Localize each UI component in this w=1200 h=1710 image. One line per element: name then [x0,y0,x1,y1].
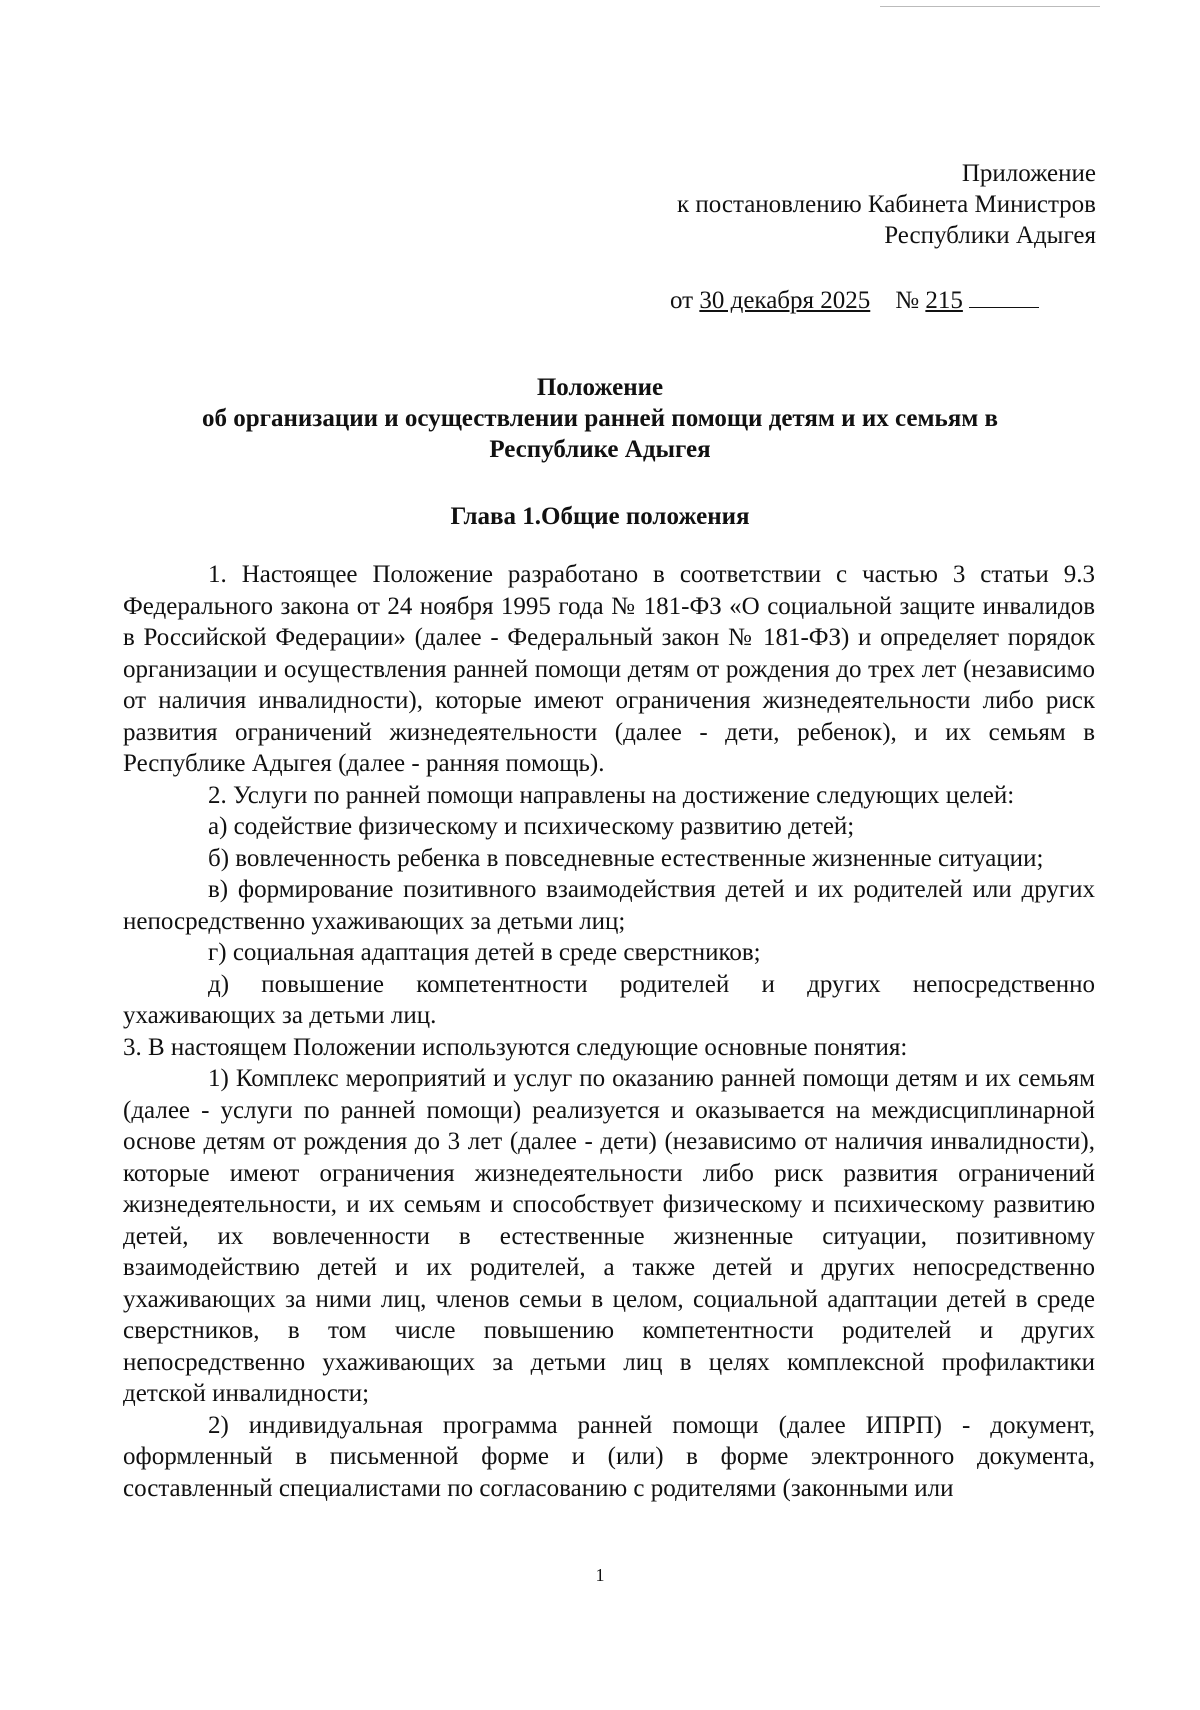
paragraph: 3. В настоящем Положении используются следующие основные понятия: [123,1033,908,1061]
number-prefix: № [895,287,920,314]
paragraph: 1) Комплекс мероприятий и услуг по оказанию ранней помощи детям и их семьям (далее - услуги по ранней помощи) реализуется и оказывается на междисциплинарной основе детям от рождения до 3 лет (далее - дети) (независимо от наличия инвалидности), которые имеют ограничения жизнедеятельности либо риск развития ограничений жизнедеятельности, и их семьям и способствует физическому и психическому развитию детей, их вовлеченности в естественные жизненные ситуации, позитивному взаимодействию детей и их родителей, а также детей и других непосредственно ухаживающих за ними лиц, членов семьи в целом, социальной адаптации детей в среде сверстников, в том числе повышению компетентности родителей и других непосредственно ухаживающих за детьми лиц в целях комплексной профилактики детской инвалидности; [123,1065,1095,1407]
number-underline [969,305,1039,308]
paragraph: 2) индивидуальная программа ранней помощи (далее ИПРП) - документ, оформленный в письменной форме и (или) в форме электронного документа, составленный специалистами по согласованию с родителями (законными или [123,1411,1095,1502]
title-line: об организации и осуществлении ранней помощи детям и их семьям в [201,405,999,432]
appendix-line: к постановлению Кабинета Министров [676,191,1096,218]
paragraph: д) повышение компетентности родителей и других непосредственно ухаживающих за детьми лиц. [123,970,1095,1029]
paragraph: 1. Настоящее Положение разработано в соответствии с частью 3 статьи 9.3 Федерального закона от 24 ноября 1995 года № 181-ФЗ «О социальной защите инвалидов в Российской Федерации» (далее - Федеральный закон № 181-ФЗ) и определяет порядок организации и осуществления ранней помощи детям от рождения до трех лет (независимо от наличия инвалидности), которые имеют ограничения жизнедеятельности либо риск развития ограничений жизнедеятельности (далее - дети, ребенок), и их семьям в Республике Адыгея (далее - ранняя помощь). [123,561,1095,777]
title-line: Республике Адыгея [489,436,711,463]
paragraph: г) социальная адаптация детей в среде сверстников; [208,939,761,966]
paragraph: в) формирование позитивного взаимодействия детей и их родителей или других непосредственно ухаживающих за детьми лиц; [123,876,1095,935]
page-number: 1 [595,1565,605,1585]
document-body [123,559,1095,1504]
title-line: Положение [536,374,664,401]
paragraph: б) вовлеченность ребенка в повседневные естественные жизненные ситуации; [208,844,1044,872]
document-title [100,372,1100,465]
appendix-header [496,158,1096,251]
date-value: 30 декабря 2025 [699,287,871,314]
date-prefix: от [670,287,694,314]
top-border-line [880,6,1100,7]
chapter-heading: Глава 1.Общие положения [450,503,750,530]
appendix-line: Приложение [961,160,1096,187]
paragraph: а) содействие физическому и психическому развитию детей; [208,813,855,840]
appendix-line: Республики Адыгея [884,222,1096,249]
number-value: 215 [925,287,963,314]
date-number-line [670,285,1096,316]
paragraph: 2. Услуги по ранней помощи направлены на достижение следующих целей: [208,781,1015,809]
